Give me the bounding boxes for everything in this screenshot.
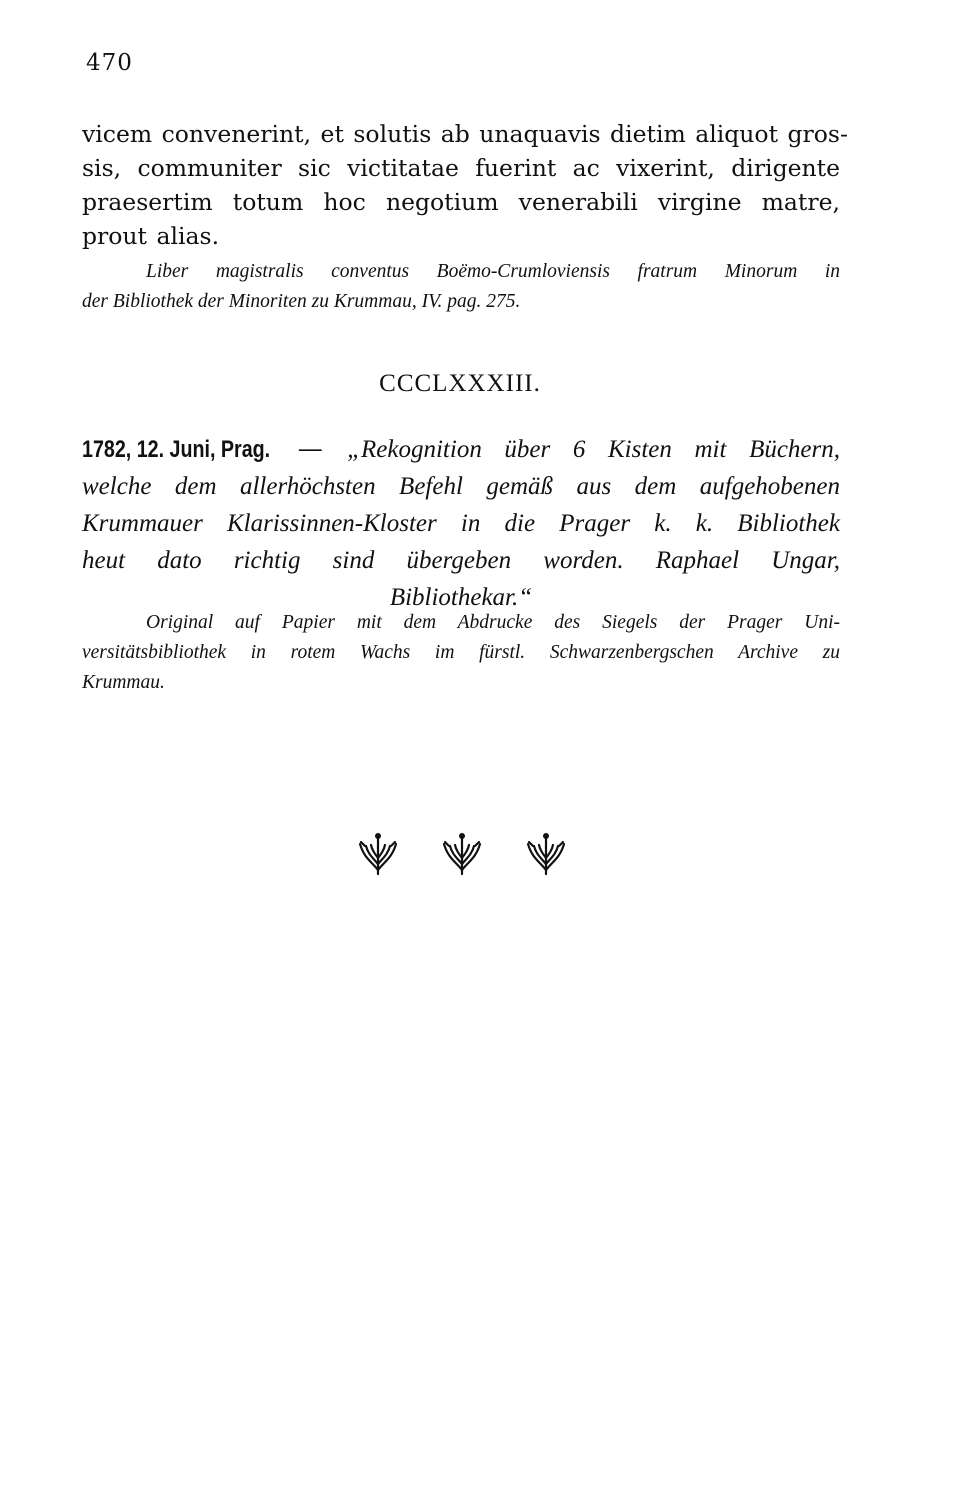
original-note-line: Original auf Papier mit dem Abdrucke des Siegels der Prager Uni- <box>146 612 840 633</box>
document-regest <box>82 430 840 616</box>
source-note-line: Liber magistralis conventus Boëmo-Crumloviensis fratrum Minorum in <box>146 261 840 282</box>
document-number: CCCLXXXIII. <box>379 370 541 397</box>
regest-dash: — <box>297 434 323 463</box>
body-text-line: vicem convenerint, et solutis ab unaquavis dietim aliquot gros- <box>82 120 848 148</box>
fleuron-icon <box>358 830 398 876</box>
body-text-line: sis, communiter sic victitatae fuerint ac vixerint, dirigente <box>82 154 840 182</box>
fleuron-icon <box>526 830 566 876</box>
body-text-line: praesertim totum hoc negotium venerabili virgine matre, <box>82 188 840 216</box>
source-note-line: der Bibliothek der Minoriten zu Krummau, IV. pag. 275. <box>82 291 521 312</box>
regest-line: Bibliothekar.“ <box>389 584 533 611</box>
original-note-line: versitätsbibliothek in rotem Wachs im fürstl. Schwarzenbergschen Archive zu <box>82 642 840 663</box>
source-note <box>82 257 840 317</box>
fleuron-icon <box>442 830 482 876</box>
original-note <box>82 608 840 698</box>
ornament-row <box>0 830 920 880</box>
body-text <box>82 117 848 253</box>
body-text-line: prout alias. <box>82 222 220 250</box>
regest-line: Krummauer Klarissinnen-Kloster in die Prager k. k. Bibliothek <box>82 510 840 537</box>
regest-line-first <box>82 430 840 468</box>
date-place: 1782, 12. Juni, Prag. <box>82 436 271 463</box>
original-note-line: Krummau. <box>82 672 165 693</box>
regest-title-start: „Rekognition über 6 Kisten mit Büchern, <box>347 436 841 463</box>
page-number: 470 <box>86 50 133 76</box>
regest-line: welche dem allerhöchsten Befehl gemäß aus dem aufgehobenen <box>82 473 840 500</box>
regest-line: heut dato richtig sind übergeben worden. Raphael Ungar, <box>82 547 840 574</box>
